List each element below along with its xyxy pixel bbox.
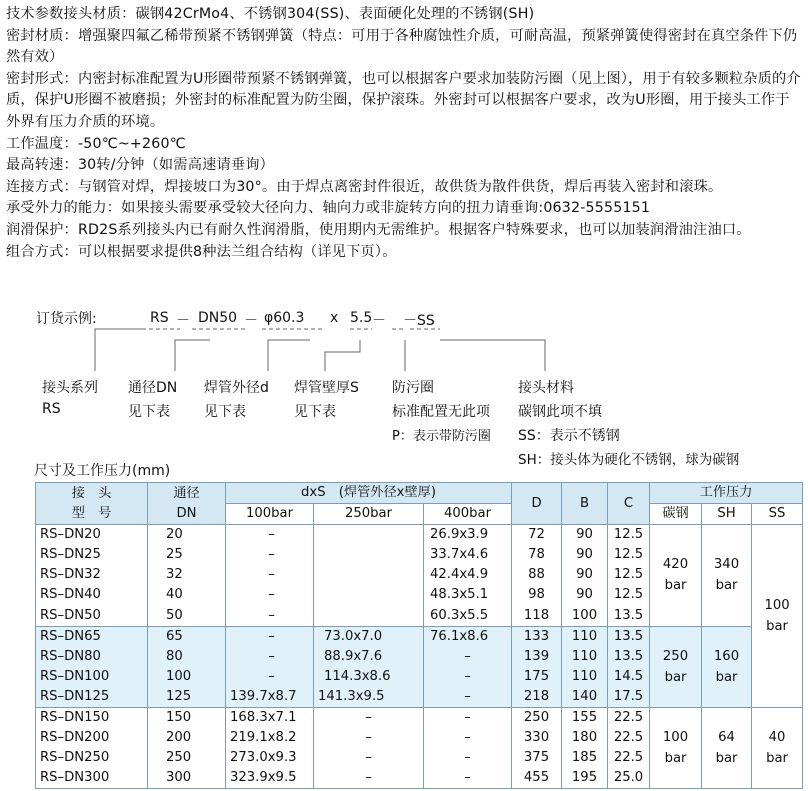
table-cell: 40: [148, 585, 226, 605]
table-cell: –: [226, 647, 314, 667]
order-example: [0, 306, 808, 468]
table-cell: 76.1x8.6: [424, 626, 512, 647]
pressure-ss-b: 40 bar: [752, 708, 803, 789]
legend-od-title: 焊管外径d: [204, 380, 269, 396]
table-cell: 50: [148, 606, 226, 627]
table-cell: 88.9x7.6: [314, 647, 424, 667]
table-cell: RS–DN125: [36, 687, 148, 708]
table-cell: –: [424, 748, 512, 768]
table-cell: 12.5: [608, 565, 650, 585]
table-cell: 168.3x7.1: [226, 708, 314, 729]
table-cell: 219.1x8.2: [226, 728, 314, 748]
table-cell: –: [226, 606, 314, 627]
table-cell: RS–DN80: [36, 647, 148, 667]
table-cell: RS–DN100: [36, 667, 148, 687]
order-part-rs: RS: [150, 310, 169, 326]
table-cell: 180: [562, 728, 608, 748]
order-part-wall: 5.5: [350, 310, 373, 326]
table-cell: –: [226, 565, 314, 585]
pressure-sh-g2: 160 bar: [702, 626, 752, 707]
table-cell: 140: [562, 687, 608, 708]
table-cell: –: [314, 748, 424, 768]
header-model: 接 头 型 号: [36, 483, 148, 525]
order-part-ss: －SS: [403, 313, 435, 329]
table-cell: 12.5: [608, 585, 650, 605]
header-D: D: [512, 483, 562, 525]
table-cell: –: [226, 525, 314, 546]
table-cell: [314, 565, 424, 585]
table-cell: 100: [148, 667, 226, 687]
order-part-dn: DN50: [198, 310, 238, 326]
legend-seal-line1: 标准配置无此项: [392, 404, 490, 420]
connection-line: 连接方式：与钢管对焊，焊接坡口为30°。由于焊点离密封件很近，故供货为散件供货，焊后再装入密封和滚珠。: [6, 178, 723, 195]
table-cell: 375: [512, 748, 562, 768]
table-cell: 65: [148, 626, 226, 647]
legend-mat-title: 接头材料: [518, 380, 574, 396]
pressure-sh-g1: 340 bar: [702, 525, 752, 626]
table-cell: 150: [148, 708, 226, 729]
order-part-od: φ60.3: [264, 310, 305, 326]
table-cell: 90: [562, 525, 608, 546]
pressure-carbon-g1: 420 bar: [650, 525, 702, 626]
leader-series: [95, 329, 144, 371]
legend-mat-line3: SH：接头体为硬化不锈钢，球为碳钢: [518, 452, 740, 468]
table-cell: –: [424, 667, 512, 687]
header-C: C: [608, 483, 650, 525]
legend-od-value: 见下表: [204, 404, 246, 420]
table-cell: [314, 606, 424, 627]
materials-line: 技术参数接头材质：碳钢42CrMo4、不锈钢304(SS)、表面硬化处理的不锈钢(SH): [6, 6, 535, 22]
header-sh: SH: [702, 504, 752, 525]
table-cell: 22.5: [608, 708, 650, 729]
table-row: [36, 708, 803, 729]
legend-seal-title: 防污圈: [392, 380, 434, 396]
table-cell: 17.5: [608, 687, 650, 708]
table-cell: –: [424, 768, 512, 789]
table-cell: 250: [512, 708, 562, 729]
table-cell: 195: [562, 768, 608, 789]
table-cell: 110: [562, 626, 608, 647]
table-cell: RS–DN300: [36, 768, 148, 789]
legend-mat-line2: SS：表示不锈钢: [518, 428, 620, 444]
table-cell: –: [424, 708, 512, 729]
table-cell: –: [424, 687, 512, 708]
table-cell: 73.0x7.0: [314, 626, 424, 647]
legend-wall-value: 见下表: [294, 404, 336, 420]
table-cell: –: [226, 545, 314, 565]
table-cell: 33.7x4.6: [424, 545, 512, 565]
table-cell: 72: [512, 525, 562, 546]
header-pressure: 工作压力: [650, 483, 803, 504]
table-cell: 323.9x9.5: [226, 768, 314, 789]
legend-seal-line2: P：表示带防污圈: [392, 429, 491, 444]
table-cell: 25: [148, 545, 226, 565]
table-cell: RS–DN20: [36, 525, 148, 546]
table-cell: RS–DN40: [36, 585, 148, 605]
table-cell: 273.0x9.3: [226, 748, 314, 768]
table-cell: [314, 585, 424, 605]
table-cell: –: [226, 667, 314, 687]
header-ss: SS: [752, 504, 803, 525]
table-title: 尺寸及工作压力(mm): [34, 463, 171, 479]
table-cell: –: [226, 585, 314, 605]
table-cell: 133: [512, 626, 562, 647]
table-cell: 250: [148, 748, 226, 768]
table-cell: 90: [562, 585, 608, 605]
table-cell: 100: [562, 606, 608, 627]
table-cell: 12.5: [608, 525, 650, 546]
pressure-carbon-g3: 100 bar: [650, 708, 702, 789]
leader-wall: [325, 340, 360, 371]
table-cell: 98: [512, 585, 562, 605]
table-cell: 155: [562, 708, 608, 729]
table-cell: 90: [562, 545, 608, 565]
spec-text: [6, 4, 802, 263]
table-cell: 118: [512, 606, 562, 627]
table-cell: 218: [512, 687, 562, 708]
table-cell: RS–DN50: [36, 606, 148, 627]
header-400bar: 400bar: [424, 504, 512, 525]
header-B: B: [562, 483, 608, 525]
header-250bar: 250bar: [314, 504, 424, 525]
table-cell: 88: [512, 565, 562, 585]
legend-series-title: 接头系列: [42, 380, 98, 396]
table-cell: 330: [512, 728, 562, 748]
legend-wall-title: 焊管壁厚S: [294, 380, 359, 396]
table-cell: 13.5: [608, 606, 650, 627]
table-cell: RS–DN32: [36, 565, 148, 585]
table-cell: 139: [512, 647, 562, 667]
order-dash-1: －: [176, 313, 190, 329]
table-cell: 125: [148, 687, 226, 708]
order-label: 订货示例:: [36, 311, 97, 327]
leader-mat: [440, 340, 545, 371]
table-cell: 114.3x8.6: [314, 667, 424, 687]
table-cell: –: [424, 647, 512, 667]
table-cell: 110: [562, 667, 608, 687]
legend-dn-title: 通径DN: [128, 380, 178, 396]
table-cell: –: [314, 728, 424, 748]
header-dn: 通径 DN: [148, 483, 226, 525]
table-cell: 455: [512, 768, 562, 789]
legend-mat-line1: 碳钢此项不填: [518, 404, 602, 420]
table-cell: 25.0: [608, 768, 650, 789]
header-dxs: dxS (焊管外径x壁厚): [226, 483, 512, 504]
table-cell: –: [226, 626, 314, 647]
table-cell: 139.7x8.7: [226, 687, 314, 708]
header-100bar: 100bar: [226, 504, 314, 525]
header-carbon: 碳钢: [650, 504, 702, 525]
table-cell: RS–DN65: [36, 626, 148, 647]
table-row: [36, 525, 803, 546]
temperature-line: 工作温度：-50℃~+260℃: [6, 135, 186, 152]
speed-line: 最高转速：30转/分钟（如需高速请垂询）: [6, 157, 275, 174]
leader-dn: [175, 340, 210, 371]
leader-od: [268, 340, 310, 371]
table-cell: 13.5: [608, 626, 650, 647]
table-cell: RS–DN200: [36, 728, 148, 748]
combination-line: 组合方式：可以根据要求提供8种法兰组合结构（详见下页）。: [6, 243, 397, 260]
table-row: [36, 626, 803, 647]
table-cell: 32: [148, 565, 226, 585]
lubrication-line: 润滑保护：RD2S系列接头内已有耐久性润滑脂，使用期内无需维护。根据客户特殊要求，也可以加装润滑油注油口。: [6, 221, 751, 238]
order-part-x: x: [330, 310, 339, 326]
seal-form-line: 密封形式：内密封标准配置为U形圈带预紧不锈钢弹簧，也可以根据客户要求加装防污圈（见上图），用于有较多颗粒杂质的介质，保护U形圈不被磨损；外密封的标准配置为防尘圈，保护滚珠。外密封可以根据客户要求，改为U形圈，用于接头工作于外界有压力介质的环境。: [6, 70, 801, 130]
legend-series-value: RS: [42, 401, 61, 417]
table-cell: –: [314, 708, 424, 729]
table-cell: 300: [148, 768, 226, 789]
order-dash-3: －: [372, 313, 386, 329]
table-cell: 60.3x5.5: [424, 606, 512, 627]
table-cell: RS–DN250: [36, 748, 148, 768]
table-cell: –: [424, 728, 512, 748]
table-cell: 13.5: [608, 647, 650, 667]
table-cell: 80: [148, 647, 226, 667]
table-cell: 42.4x4.9: [424, 565, 512, 585]
table-cell: 12.5: [608, 545, 650, 565]
table-cell: 200: [148, 728, 226, 748]
table-cell: 78: [512, 545, 562, 565]
table-cell: RS–DN25: [36, 545, 148, 565]
table-cell: 110: [562, 647, 608, 667]
table-cell: 185: [562, 748, 608, 768]
table-cell: –: [314, 768, 424, 789]
pressure-carbon-g2: 250 bar: [650, 626, 702, 707]
table-cell: 14.5: [608, 667, 650, 687]
table-cell: 20: [148, 525, 226, 546]
table-cell: [314, 545, 424, 565]
table-cell: 48.3x5.1: [424, 585, 512, 605]
seal-material-line: 密封材质：增强聚四氟乙稀带预紧不锈钢弹簧（特点：可用于各种腐蚀性介质，可耐高温，预紧弹簧使得密封在真空条件下仍然有效）: [6, 27, 798, 66]
pressure-sh-g3: 64 bar: [702, 708, 752, 789]
table-cell: 26.9x3.9: [424, 525, 512, 546]
table-cell: RS–DN150: [36, 708, 148, 729]
table-cell: 22.5: [608, 728, 650, 748]
pressure-ss-a: 100 bar: [752, 525, 803, 708]
table-cell: [314, 525, 424, 546]
table-cell: 175: [512, 667, 562, 687]
table-cell: 141.3x9.5: [314, 687, 424, 708]
load-line: 承受外力的能力：如果接头需要承受较大径向力、轴向力或非旋转方向的扭力请垂询:0632-5555151: [6, 200, 651, 217]
table-cell: 22.5: [608, 748, 650, 768]
table-cell: 90: [562, 565, 608, 585]
spec-table: [35, 482, 803, 789]
legend-dn-value: 见下表: [128, 404, 170, 420]
order-dash-2: －: [244, 313, 258, 329]
